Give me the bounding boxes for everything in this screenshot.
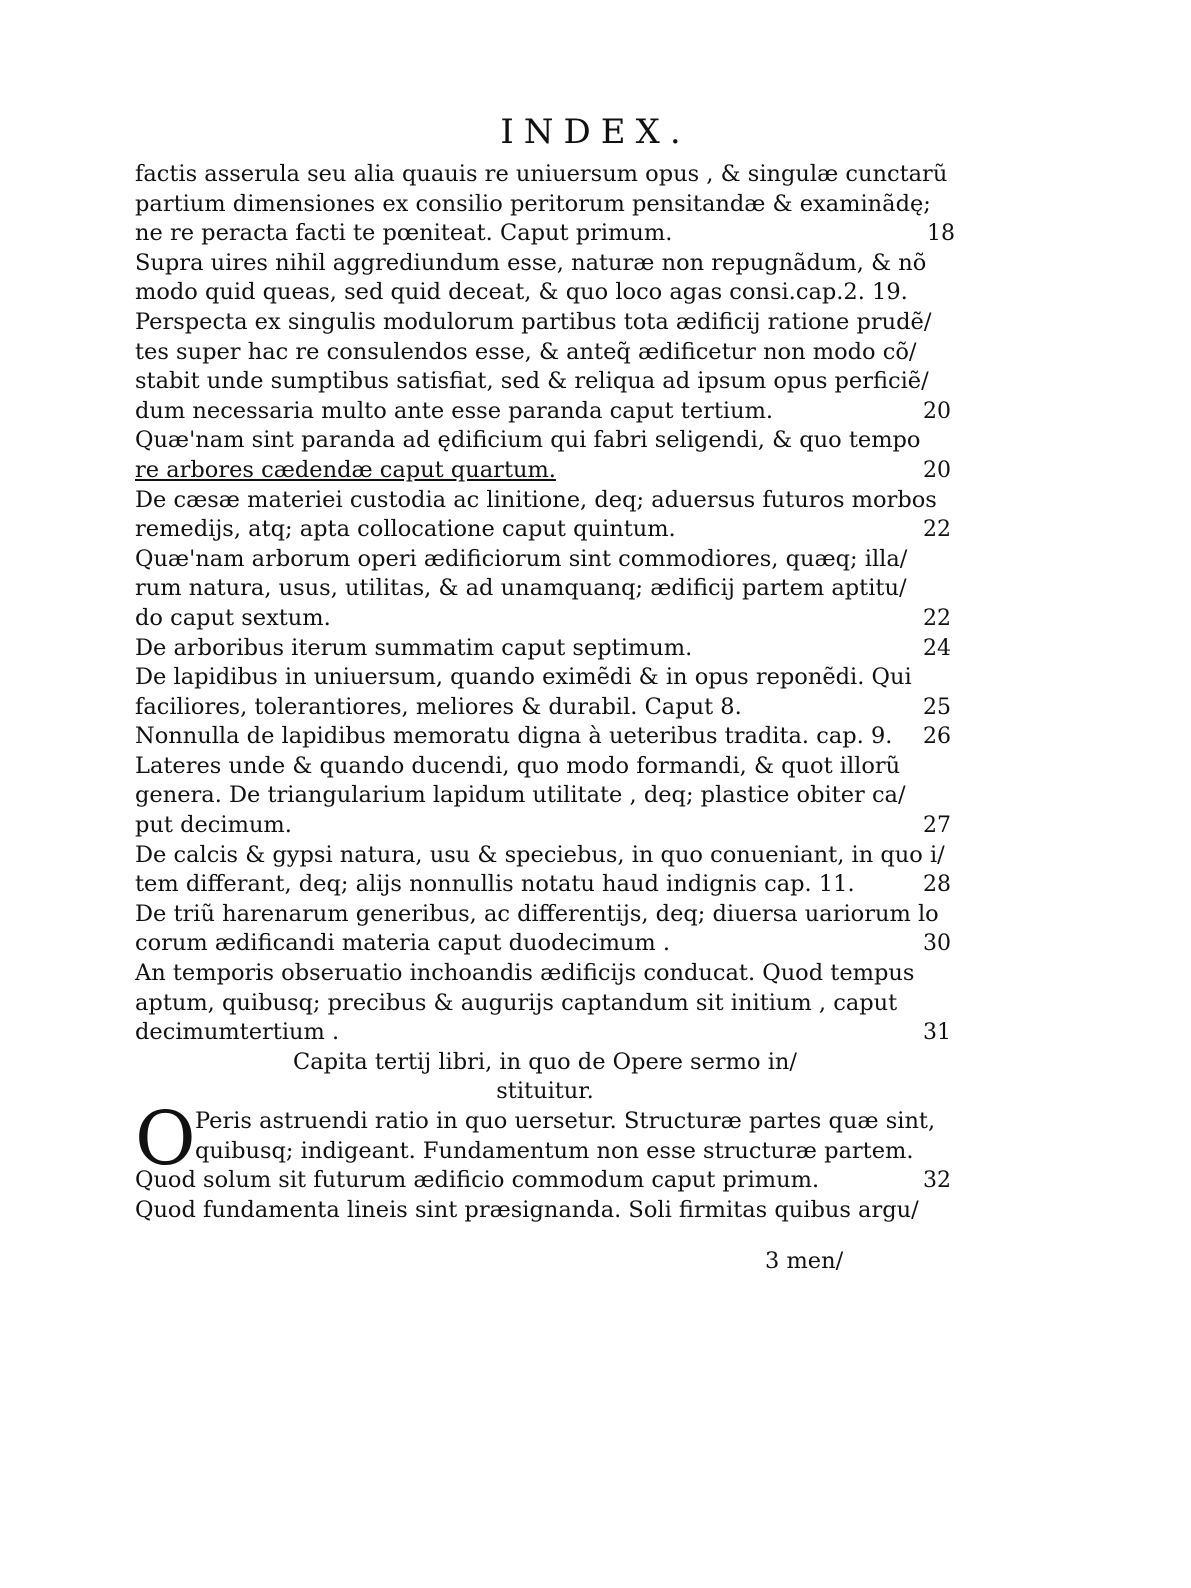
entry-line-text: Quod solum sit futurum ædificio commodum caput primum.	[135, 1167, 820, 1194]
entry-line	[135, 278, 955, 308]
entry-line-text: faciliores, tolerantiores, meliores & durabil. Caput 8.	[135, 693, 742, 720]
section-heading	[135, 1048, 955, 1107]
index-entry	[135, 249, 955, 308]
entry-line-text: remedijs, atq; apta collocatione caput quintum.	[135, 516, 676, 543]
entry-line-text: re arbores cædendæ caput quartum.	[135, 456, 556, 483]
entry-line-text: modo quid queas, sed quid deceat, & quo loco agas consi.cap.2.	[135, 279, 865, 306]
entry-line: decimumtertium . 31	[135, 1019, 951, 1046]
index-entry	[135, 900, 955, 959]
entry-line: De triũ harenarum generibus, ac differentijs, deq; diuersa uariorum lo	[135, 900, 939, 927]
index-entry	[135, 663, 955, 722]
entry-line: quibusq; indigeant. Fundamentum non esse structuræ partem.	[195, 1137, 914, 1164]
entry-line: Quæ'nam sint paranda ad ędificium qui fabri seligendi, & quo tempo	[135, 427, 921, 454]
entry-line: stabit unde sumptibus satisfiat, sed & reliqua ad ipsum opus perficiẽ/	[135, 368, 929, 395]
entry-line: factis asserula seu alia quauis re uniuersum opus , & singulæ cunctarũ	[135, 161, 948, 187]
entry-line-text: decimumtertium .	[135, 1019, 340, 1046]
entry-line-text: De arboribus iterum summatim caput septimum.	[135, 634, 693, 661]
entry-line: faciliores, tolerantiores, meliores & durabil. Caput 8. 25	[135, 693, 951, 720]
entry-line	[135, 219, 955, 249]
entry-line: genera. De triangularium lapidum utilitate , deq; plastice obiter ca/	[135, 782, 906, 809]
index-entry	[135, 722, 955, 752]
index-entry	[135, 1196, 955, 1226]
entry-line: put decimum. 27	[135, 812, 951, 839]
entry-line: Supra uires nihil aggrediundum esse, naturæ non repugnãdum, & nõ	[135, 249, 927, 276]
entry-line: An temporis obseruatio inchoandis ædificijs conducat. Quod tempus	[135, 960, 915, 987]
page-number: 18	[927, 221, 955, 247]
entry-line: rum natura, usus, utilitas, & ad unamquanq; ædificij partem aptitu/	[135, 575, 907, 602]
entry-line-text: do caput sextum.	[135, 604, 331, 631]
entry-line: re arbores cædendæ caput quartum. 20	[135, 456, 951, 483]
drop-cap: O	[135, 1096, 196, 1182]
entry-line-text: dum necessaria multo ante esse paranda caput tertium.	[135, 397, 774, 424]
entry-line-text: corum ædificandi materia caput duodecimum .	[135, 930, 671, 957]
signature-catchword: 3 men/	[765, 1248, 844, 1274]
entry-line-text: Nonnulla de lapidibus memoratu digna à ueteribus tradita. cap. 9.	[135, 723, 893, 750]
index-entry	[135, 486, 955, 545]
entry-line: aptum, quibusq; precibus & augurijs captandum sit initium , caput	[135, 989, 898, 1016]
index-entry	[135, 160, 955, 249]
entry-line: Quod solum sit futurum ædificio commodum caput primum. 32	[135, 1167, 951, 1194]
page-number: 19.	[872, 279, 908, 306]
index-entry	[135, 545, 955, 634]
page-header: INDEX.	[500, 112, 691, 152]
entry-line: dum necessaria multo ante esse paranda caput tertium. 20	[135, 397, 951, 424]
index-entry	[135, 634, 955, 664]
entry-line-text: ne re peracta facti te pœniteat. Caput primum.	[135, 220, 673, 247]
section-heading-line: stituitur.	[496, 1078, 594, 1105]
entry-line: Quod fundamenta lineis sint præsignanda. Soli firmitas quibus argu/	[135, 1196, 919, 1223]
entry-line: De arboribus iterum summatim caput septimum. 24	[135, 634, 951, 661]
entry-line: corum ædificandi materia caput duodecimum . 30	[135, 930, 951, 957]
entry-line: Perspecta ex singulis modulorum partibus tota ædificij ratione prudẽ/	[135, 308, 932, 335]
index-entry	[135, 1166, 955, 1196]
entry-line: De calcis & gypsi natura, usu & speciebus, in quo conueniant, in quo i/	[135, 841, 945, 868]
index-entry	[135, 308, 955, 426]
section-heading-line: Capita tertij libri, in quo de Opere sermo in/	[293, 1048, 797, 1075]
index-entry	[135, 959, 955, 1048]
entry-line: Lateres unde & quando ducendi, quo modo formandi, & quot illorũ	[135, 752, 901, 779]
entry-line-text: put decimum.	[135, 812, 292, 839]
entry-line: Nonnulla de lapidibus memoratu digna à ueteribus tradita. cap. 9. 26	[135, 723, 951, 750]
entry-line-text: tem differant, deq; alijs nonnullis notatu haud indignis cap. 11.	[135, 871, 855, 898]
entry-line: De lapidibus in uniuersum, quando eximẽdi & in opus reponẽdi. Qui	[135, 664, 912, 691]
entry-line: tem differant, deq; alijs nonnullis notatu haud indignis cap. 11. 28	[135, 871, 951, 898]
entry-line: Peris astruendi ratio in quo uersetur. Structuræ partes quæ sint,	[195, 1108, 936, 1134]
entry-line: partium dimensiones ex consilio peritorum pensitandæ & examinãdę;	[135, 190, 931, 217]
entry-line: do caput sextum. 22	[135, 604, 951, 631]
entry-line: tes super hac re consulendos esse, & anteq̃ ædificetur non modo cõ/	[135, 338, 917, 365]
entry-line: De cæsæ materiei custodia ac linitione, deq; aduersus futuros morbos	[135, 486, 937, 513]
index-body	[135, 160, 955, 1225]
entry-line: Quæ'nam arborum operi ædificiorum sint commodiores, quæq; illa/	[135, 545, 908, 572]
index-entry	[135, 841, 955, 900]
index-entry	[135, 752, 955, 841]
entry-line: remedijs, atq; apta collocatione caput quintum. 22	[135, 516, 951, 543]
index-entry	[135, 426, 955, 485]
